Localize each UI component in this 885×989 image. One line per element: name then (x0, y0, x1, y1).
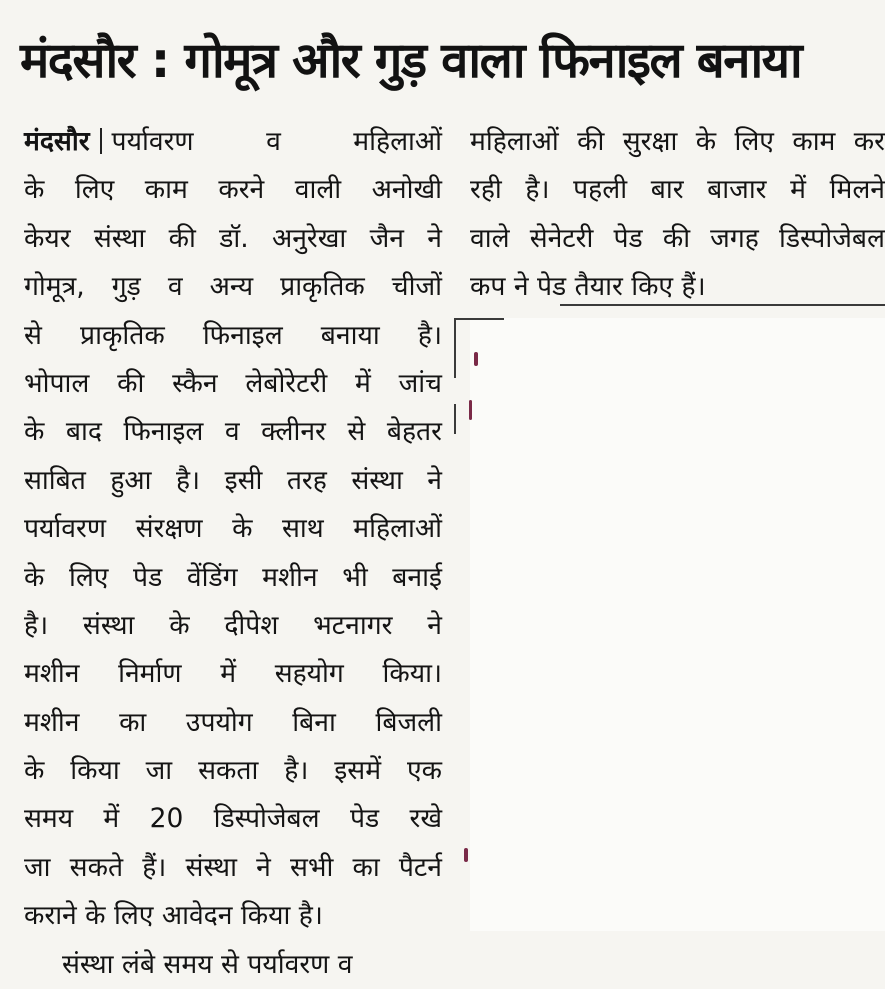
article-line: गोमूत्र, गुड़ व अन्य प्राकृतिक चीजों (24, 271, 442, 303)
article-line: रही है। पहली बार बाजार में मिलने (470, 174, 885, 206)
photo-area (470, 318, 885, 931)
article-line: के बाद फिनाइल व क्लीनर से बेहतर (24, 416, 442, 448)
article-line: है। संस्था के दीपेश भटनागर ने (24, 609, 442, 641)
article-line: मशीन निर्माण में सहयोग किया। (24, 658, 442, 690)
article-line: कप ने पेड तैयार किए हैं। (470, 271, 706, 303)
photo-frame-left (454, 404, 456, 434)
article-line-paragraph-start: संस्था लंबे समय से पर्यावरण व (62, 948, 353, 980)
article-line: पर्यावरण व महिलाओं (111, 126, 442, 157)
article-line: वाले सेनेटरी पेड की जगह डिस्पोजेबल (470, 222, 885, 254)
ink-speck (464, 848, 468, 862)
article-line: पर्यावरण संरक्षण के साथ महिलाओं (24, 513, 442, 545)
article-line: मशीन का उपयोग बिना बिजली (24, 706, 442, 738)
dateline-separator (100, 128, 102, 154)
article-line: केयर संस्था की डॉ. अनुरेखा जैन ने (24, 222, 442, 254)
article-line: के किया जा सकता है। इसमें एक (24, 755, 442, 787)
article-line: समय में 20 डिस्पोजेबल पेड रखे (24, 803, 442, 835)
article-line: कराने के लिए आवेदन किया है। (24, 900, 323, 932)
article-left-column (24, 118, 442, 989)
photo-frame-top (454, 318, 504, 320)
ink-speck (469, 400, 472, 420)
photo-frame-left (454, 318, 456, 378)
headline: मंदसौर : गोमूत्र और गुड़ वाला फिनाइल बनाया (20, 32, 802, 89)
article-line-first (24, 118, 442, 166)
article-line: भोपाल की स्कैन लेबोरेटरी में जांच (24, 367, 442, 399)
section-divider (560, 304, 885, 306)
article-line: के लिए काम करने वाली अनोखी (24, 174, 442, 206)
dateline: मंदसौर (24, 126, 90, 157)
article-line: महिलाओं की सुरक्षा के लिए काम कर (470, 126, 885, 157)
article-line: साबित हुआ है। इसी तरह संस्था ने (24, 464, 442, 496)
article-line: जा सकते हैं। संस्था ने सभी का पैटर्न (24, 851, 442, 883)
ink-speck (474, 352, 478, 366)
article-line: से प्राकृतिक फिनाइल बनाया है। (24, 319, 442, 351)
article-line: के लिए पेड वेंडिंग मशीन भी बनाई (24, 561, 442, 593)
article-right-column (470, 118, 885, 312)
